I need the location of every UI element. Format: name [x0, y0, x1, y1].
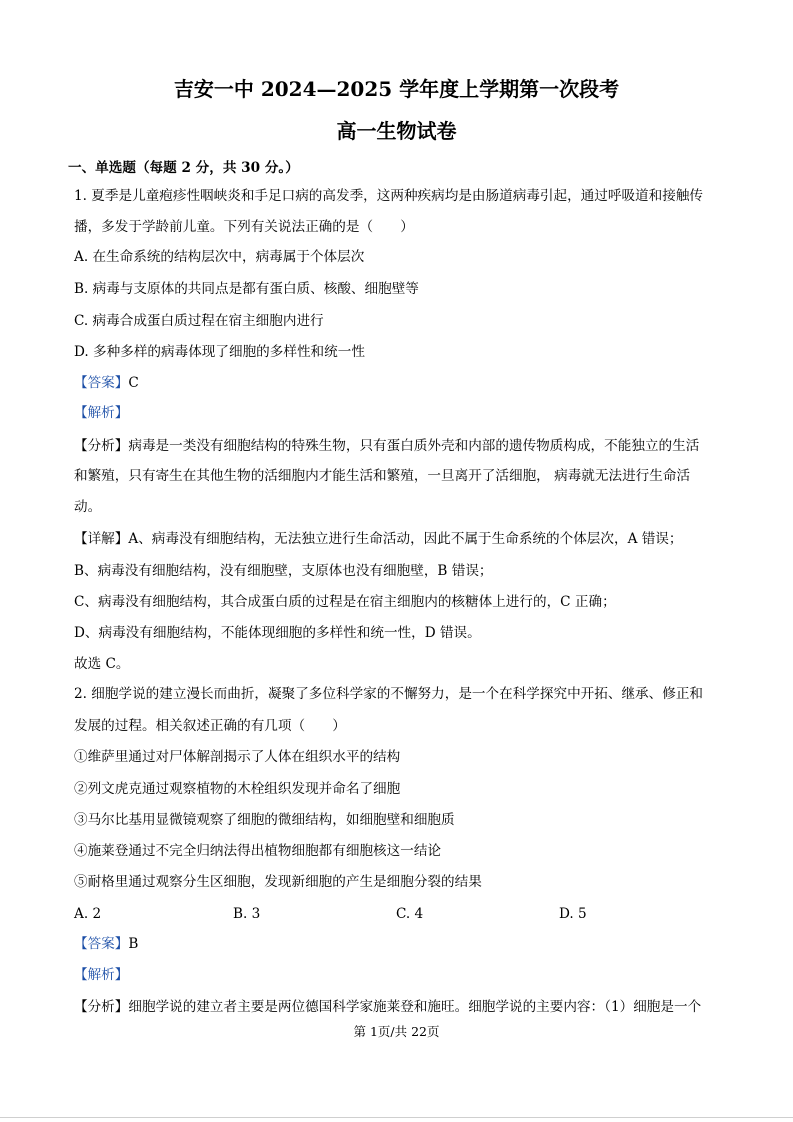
q2-stem-line1: 2. 细胞学说的建立漫长而曲折，凝聚了多位科学家的不懈努力，是一个在科学探究中开拓、继承、修正和: [74, 686, 704, 702]
q1-detail-line1: [74, 529, 726, 549]
q1-option-a: A. 在生命系统的结构层次中，病毒属于个体层次: [74, 249, 365, 265]
answer-value: C: [128, 375, 139, 391]
q2-fenxi-line1: [74, 997, 726, 1017]
fenxi-text: 病毒是一类没有细胞结构的特殊生物，只有蛋白质外壳和内部的遗传物质构成，不能独立的生活: [128, 438, 700, 454]
q1-fenxi-line2: 和繁殖，只有寄生在其他生物的活细胞内才能生活和繁殖，一旦离开了活细胞， 病毒就无法进行生命活: [74, 468, 691, 484]
q1-stem-line1: 1. 夏季是儿童疱疹性咽峡炎和手足口病的高发季，这两种疾病均是由肠道病毒引起，通过呼吸道和接触传: [74, 188, 704, 204]
q2-statement-2: ②列文虎克通过观察植物的木栓组织发现并命名了细胞: [74, 781, 401, 797]
fenxi-text: 细胞学说的建立者主要是两位德国科学家施莱登和施旺。细胞学说的主要内容：（1）细胞是一个: [128, 999, 702, 1015]
q2-statement-5: ⑤耐格里通过观察分生区细胞，发现新细胞的产生是细胞分裂的结果: [74, 874, 482, 890]
q2-choice-d: D. 5: [559, 906, 587, 922]
q1-detail-line3: C、病毒没有细胞结构，其合成蛋白质的过程是在宿主细胞内的核糖体上进行的，C 正确；: [74, 594, 616, 610]
q2-statement-1: ①维萨里通过对尸体解剖揭示了人体在组织水平的结构: [74, 749, 401, 765]
q1-option-c: C. 病毒合成蛋白质过程在宿主细胞内进行: [74, 313, 324, 329]
q1-fenxi-line1: [74, 436, 726, 456]
q1-detail-line2: B、病毒没有细胞结构，没有细胞壁，支原体也没有细胞壁，B 错误；: [74, 563, 493, 579]
q1-option-d: D. 多种多样的病毒体现了细胞的多样性和统一性: [74, 344, 365, 360]
q2-stem-line2: 发展的过程。相关叙述正确的有几项（ ）: [74, 718, 346, 734]
q2-statement-4: ④施莱登通过不完全归纳法得出植物细胞都有细胞核这一结论: [74, 843, 442, 859]
q1-option-b: B. 病毒与支原体的共同点是都有蛋白质、核酸、细胞壁等: [74, 281, 419, 297]
detail-text: A、病毒没有细胞结构，无法独立进行生命活动，因此不属于生命系统的个体层次，A 错误；: [128, 531, 683, 547]
bottom-divider: [0, 1117, 793, 1118]
q2-answer: [74, 934, 726, 954]
page-number: 第 1页/共 22页: [353, 1024, 440, 1039]
q2-choice-b: B. 3: [233, 906, 261, 922]
section-heading: 一、单选题（每题 2 分，共 30 分。）: [68, 160, 299, 176]
answer-label: 【答案】: [74, 375, 129, 391]
exam-subtitle: 高一生物试卷: [336, 119, 457, 143]
fenxi-label: 【分析】: [74, 438, 129, 454]
q1-analysis-label: 【解析】: [74, 405, 129, 421]
q2-choice-c: C. 4: [396, 906, 424, 922]
q1-stem-line2: 播，多发于学龄前儿童。下列有关说法正确的是（ ）: [74, 219, 414, 235]
answer-label: 【答案】: [74, 936, 129, 952]
q1-conclusion: 故选 C。: [74, 656, 130, 672]
answer-value: B: [128, 936, 139, 952]
q1-fenxi-line3: 动。: [74, 499, 102, 515]
q1-detail-line4: D、病毒没有细胞结构，不能体现细胞的多样性和统一性，D 错误。: [74, 625, 481, 641]
exam-title: 吉安一中 2024—2025 学年度上学期第一次段考: [173, 77, 620, 101]
detail-label: 【详解】: [74, 531, 129, 547]
q1-answer: [74, 373, 726, 393]
q2-statement-3: ③马尔比基用显微镜观察了细胞的微细结构，如细胞壁和细胞质: [74, 812, 455, 828]
q2-choice-a: A. 2: [74, 906, 102, 922]
q2-analysis-label: 【解析】: [74, 967, 129, 983]
fenxi-label: 【分析】: [74, 999, 129, 1015]
